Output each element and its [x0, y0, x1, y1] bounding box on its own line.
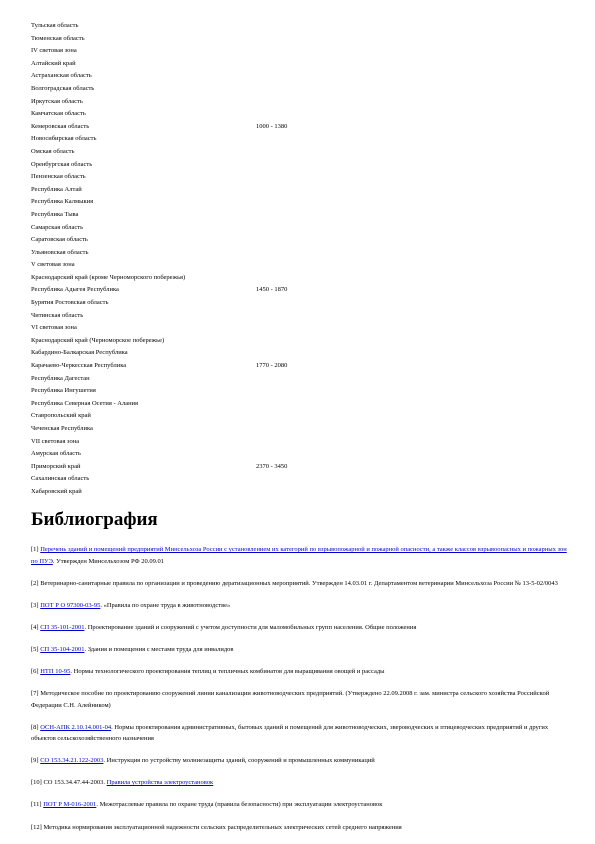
- ref-text: . Межотраслевые правила по охране труда (правила безопасности) при эксплуатации электроустановок: [96, 801, 383, 809]
- region-row: [31, 360, 331, 373]
- region-range: 1450 - 1870: [256, 286, 288, 294]
- ref-text: . Утвержден Минсельхозом РФ 20.09.01: [52, 557, 164, 565]
- region-row: [31, 284, 331, 297]
- region-name: Карачаево-Черкесская Республика: [31, 362, 127, 370]
- ref-link[interactable]: СО 153.34.21.122-2003: [40, 757, 104, 765]
- region-row: [31, 247, 331, 260]
- ref-number: [12]: [31, 823, 42, 831]
- ref-text: . Нормы технологического проектирования теплиц и тепличных комбинатов для выращивания овощей и рассады: [70, 667, 385, 675]
- region-name: Пензенская область: [31, 173, 86, 181]
- bibliography-item: [31, 600, 571, 612]
- bibliography-item: [31, 722, 571, 745]
- region-row: [31, 108, 331, 121]
- region-name: Алтайский край: [31, 59, 76, 67]
- bibliography-item: [31, 666, 571, 678]
- region-row: [31, 310, 331, 323]
- ref-text: Методика нормирования эксплуатационной надежности сельских распределительных электрических сетей среднего напряжения: [43, 823, 402, 831]
- region-name: Республика Адыгея Республика: [31, 286, 119, 294]
- region-name: V световая зона: [31, 261, 75, 269]
- ref-link[interactable]: ОСН-АПК 2.10.14.001-04: [40, 723, 112, 731]
- regions-table: [31, 20, 331, 499]
- region-row: [31, 410, 331, 423]
- bibliography-item: [31, 688, 571, 711]
- region-row: [31, 473, 331, 486]
- bibliography-item: [31, 578, 571, 590]
- region-row: [31, 121, 331, 134]
- region-name: Хабаровский край: [31, 487, 82, 495]
- region-name: IV световая зона: [31, 47, 77, 55]
- region-row: [31, 45, 331, 58]
- bibliography-item: [31, 644, 571, 656]
- region-name: Оренбургская область: [31, 160, 93, 168]
- region-name: VII световая зона: [31, 437, 80, 445]
- ref-number: [4]: [31, 623, 39, 631]
- region-row: [31, 83, 331, 96]
- region-row: [31, 209, 331, 222]
- ref-number: [3]: [31, 601, 39, 609]
- region-row: [31, 461, 331, 474]
- bibliography-heading: Библиография: [31, 509, 158, 530]
- region-name: Бурятия Ростовская область: [31, 299, 109, 307]
- region-row: [31, 373, 331, 386]
- bibliography-item: [31, 622, 571, 634]
- region-name: Приморский край: [31, 462, 81, 470]
- bibliography-list: [31, 544, 571, 844]
- region-name: Самарская область: [31, 223, 84, 231]
- region-name: Республика Северная Осетия - Алания: [31, 399, 139, 407]
- region-name: Чеченская Республика: [31, 425, 93, 432]
- region-row: [31, 486, 331, 499]
- region-name: Амурская область: [31, 450, 81, 458]
- ref-link[interactable]: СП 35-104-2001: [40, 645, 85, 653]
- region-range: 1000 - 1380: [256, 122, 288, 130]
- ref-text: СО 153.34.47.44-2003.: [43, 779, 107, 787]
- region-row: [31, 159, 331, 172]
- region-row: [31, 234, 331, 247]
- region-row: [31, 385, 331, 398]
- region-name: Читинская область: [31, 311, 84, 319]
- region-name: Краснодарский край (Черноморское побережье): [31, 336, 165, 344]
- ref-number: [7]: [31, 690, 39, 698]
- region-row: [31, 196, 331, 209]
- ref-link[interactable]: Перечень зданий и помещений предприятий Минсельхоза России с установлением их категорий по взрывопожарной и пожарной опасности, а также классов взрывоопасных и пожарных зон по ПУЭ: [31, 546, 567, 565]
- ref-number: [10]: [31, 779, 42, 787]
- ref-number: [5]: [31, 645, 39, 653]
- region-row: [31, 20, 331, 33]
- ref-number: [6]: [31, 667, 39, 675]
- region-row: [31, 96, 331, 109]
- region-row: [31, 448, 331, 461]
- region-name: Республика Калмыкия: [31, 198, 94, 206]
- bibliography-item: [31, 755, 571, 767]
- region-row: [31, 322, 331, 335]
- bibliography-item: [31, 822, 571, 834]
- region-name: Краснодарский край (кроме Черноморского побережья): [31, 273, 186, 281]
- region-row: [31, 70, 331, 83]
- region-name: Саратовская область: [31, 236, 88, 244]
- ref-link[interactable]: НТП 10-95: [40, 667, 71, 675]
- ref-number: [11]: [31, 801, 42, 809]
- region-name: Кемеровская область: [31, 122, 90, 130]
- region-name: Омская область: [31, 147, 75, 155]
- ref-number: [9]: [31, 757, 39, 765]
- region-row: [31, 347, 331, 360]
- region-name: Сахалинская область: [31, 475, 90, 483]
- ref-link[interactable]: Правила устройства электроустановок: [106, 779, 214, 787]
- region-name: Тульская область: [31, 22, 79, 29]
- region-name: Новосибирская область: [31, 135, 97, 143]
- bibliography-item: [31, 799, 571, 811]
- ref-number: [2]: [31, 579, 39, 587]
- region-row: [31, 146, 331, 159]
- bibliography-item: [31, 777, 571, 789]
- ref-link[interactable]: СП 35-101-2001: [40, 623, 85, 631]
- region-row: [31, 259, 331, 272]
- region-row: [31, 33, 331, 46]
- region-row: [31, 58, 331, 71]
- ref-link[interactable]: ПОТ Р М-016-2001: [43, 801, 97, 809]
- region-name: Волгоградская область: [31, 84, 95, 92]
- region-row: [31, 436, 331, 449]
- region-range: 2370 - 3450: [256, 462, 288, 470]
- region-name: Ставропольский край: [31, 412, 91, 420]
- region-range: 1770 - 2080: [256, 362, 288, 370]
- region-name: Камчатская область: [31, 110, 86, 118]
- ref-text: . «Правила по охране труда в животноводстве»: [100, 601, 231, 609]
- region-name: Астраханская область: [31, 72, 92, 80]
- region-row: [31, 423, 331, 436]
- region-name: Республика Тыва: [31, 210, 79, 218]
- bibliography-item: [31, 544, 571, 567]
- region-row: [31, 297, 331, 310]
- region-row: [31, 184, 331, 197]
- region-name: Республика Дагестан: [31, 374, 90, 382]
- ref-text: . Инструкция по устройству молниезащиты зданий, сооружений и промышленных коммуникаций: [103, 757, 375, 765]
- ref-number: [1]: [31, 546, 39, 553]
- ref-link[interactable]: ПОТ Р О 97300-03-95: [40, 601, 101, 609]
- region-row: [31, 398, 331, 411]
- region-name: Тюменская область: [31, 34, 85, 42]
- region-name: Кабардино-Балкарская Республика: [31, 349, 128, 357]
- region-row: [31, 335, 331, 348]
- region-row: [31, 222, 331, 235]
- ref-text: Методическое пособие по проектированию сооружений линии канализации животноводческих предприятий. (Утверждено 22.09.2008 г. зам. министра сельского хозяйства Российской Федерации С.Н. Алейником): [31, 690, 550, 709]
- ref-text: . Здания и помещения с местами труда для инвалидов: [84, 645, 234, 653]
- region-name: Ульяновская область: [31, 248, 89, 256]
- ref-text: . Проектирование зданий и сооружений с учетом доступности для маломобильных групп населения. Общие положения: [84, 623, 417, 631]
- region-name: Республика Ингушетия: [31, 387, 96, 395]
- region-row: [31, 272, 331, 285]
- region-name: Иркутская область: [31, 97, 83, 105]
- ref-number: [8]: [31, 723, 39, 731]
- region-row: [31, 171, 331, 184]
- region-name: Республика Алтай: [31, 185, 82, 193]
- region-row: [31, 133, 331, 146]
- region-name: VI световая зона: [31, 324, 77, 332]
- ref-text: Ветеринарно-санитарные правила по организации и проведению дератизационных мероприятий. Утвержден 14.03.01 г. Департаментом ветеринарии Минсельхоза России № 13-5-02/0043: [40, 579, 558, 587]
- ref-text: . Нормы проектирования административных, бытовых зданий и помещений для животноводческих, звероводческих и птицеводческих предприятий и других объектов сельскохозяйственного назначения: [31, 723, 549, 743]
